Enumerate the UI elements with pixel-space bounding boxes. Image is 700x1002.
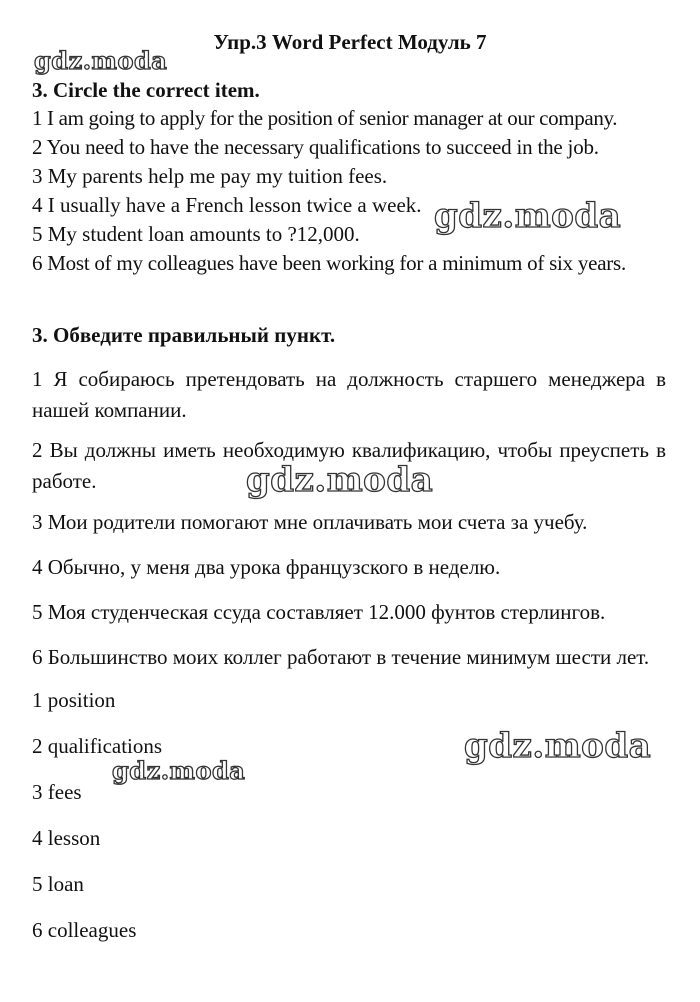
- answer-item: 1 position: [32, 688, 116, 712]
- answer-item: 6 colleagues: [32, 918, 137, 942]
- english-heading: 3. Circle the correct item.: [32, 78, 260, 102]
- russian-item: 1 Я собираюсь претендовать на должность старшего менеджера в нашей компании.: [32, 367, 666, 422]
- english-item: 6 Most of my colleagues have been working for a minimum of six years.: [32, 251, 626, 275]
- english-item: 3 My parents help me pay my tuition fees.: [32, 164, 388, 188]
- watermark-logo: gdz.moda: [246, 460, 434, 500]
- english-item: 4 I usually have a French lesson twice a week.: [32, 193, 422, 217]
- russian-heading: 3. Обведите правильный пункт.: [32, 323, 336, 347]
- english-item: 5 My student loan amounts to ?12,000.: [32, 222, 360, 246]
- answer-item: 4 lesson: [32, 826, 101, 850]
- russian-item: 2 Вы должны иметь необходимую квалификацию, чтобы преуспеть в работе.: [32, 438, 666, 493]
- page-title: Упр.3 Word Perfect Модуль 7: [213, 30, 487, 54]
- russian-item: 5 Моя студенческая ссуда составляет 12.000 фунтов стерлингов.: [32, 600, 606, 624]
- russian-item: 3 Мои родители помогают мне оплачивать мои счета за учебу.: [32, 510, 588, 534]
- russian-item: 4 Обычно, у меня два урока французского в неделю.: [32, 555, 501, 579]
- watermark-logo: gdz.moda: [434, 196, 622, 236]
- watermark-logo: gdz.moda: [464, 726, 652, 766]
- watermark-logo: gdz.moda: [34, 46, 168, 75]
- russian-item: 6 Большинство моих коллег работают в течение минимум шести лет.: [32, 645, 650, 669]
- answer-item: 3 fees: [32, 780, 82, 804]
- english-item: 1 I am going to apply for the position of senior manager at our company.: [32, 106, 618, 130]
- watermark-logo: gdz.moda: [112, 756, 246, 785]
- answer-item: 2 qualifications: [32, 734, 163, 758]
- english-item: 2 You need to have the necessary qualifications to succeed in the job.: [32, 135, 599, 159]
- answer-item: 5 loan: [32, 872, 84, 896]
